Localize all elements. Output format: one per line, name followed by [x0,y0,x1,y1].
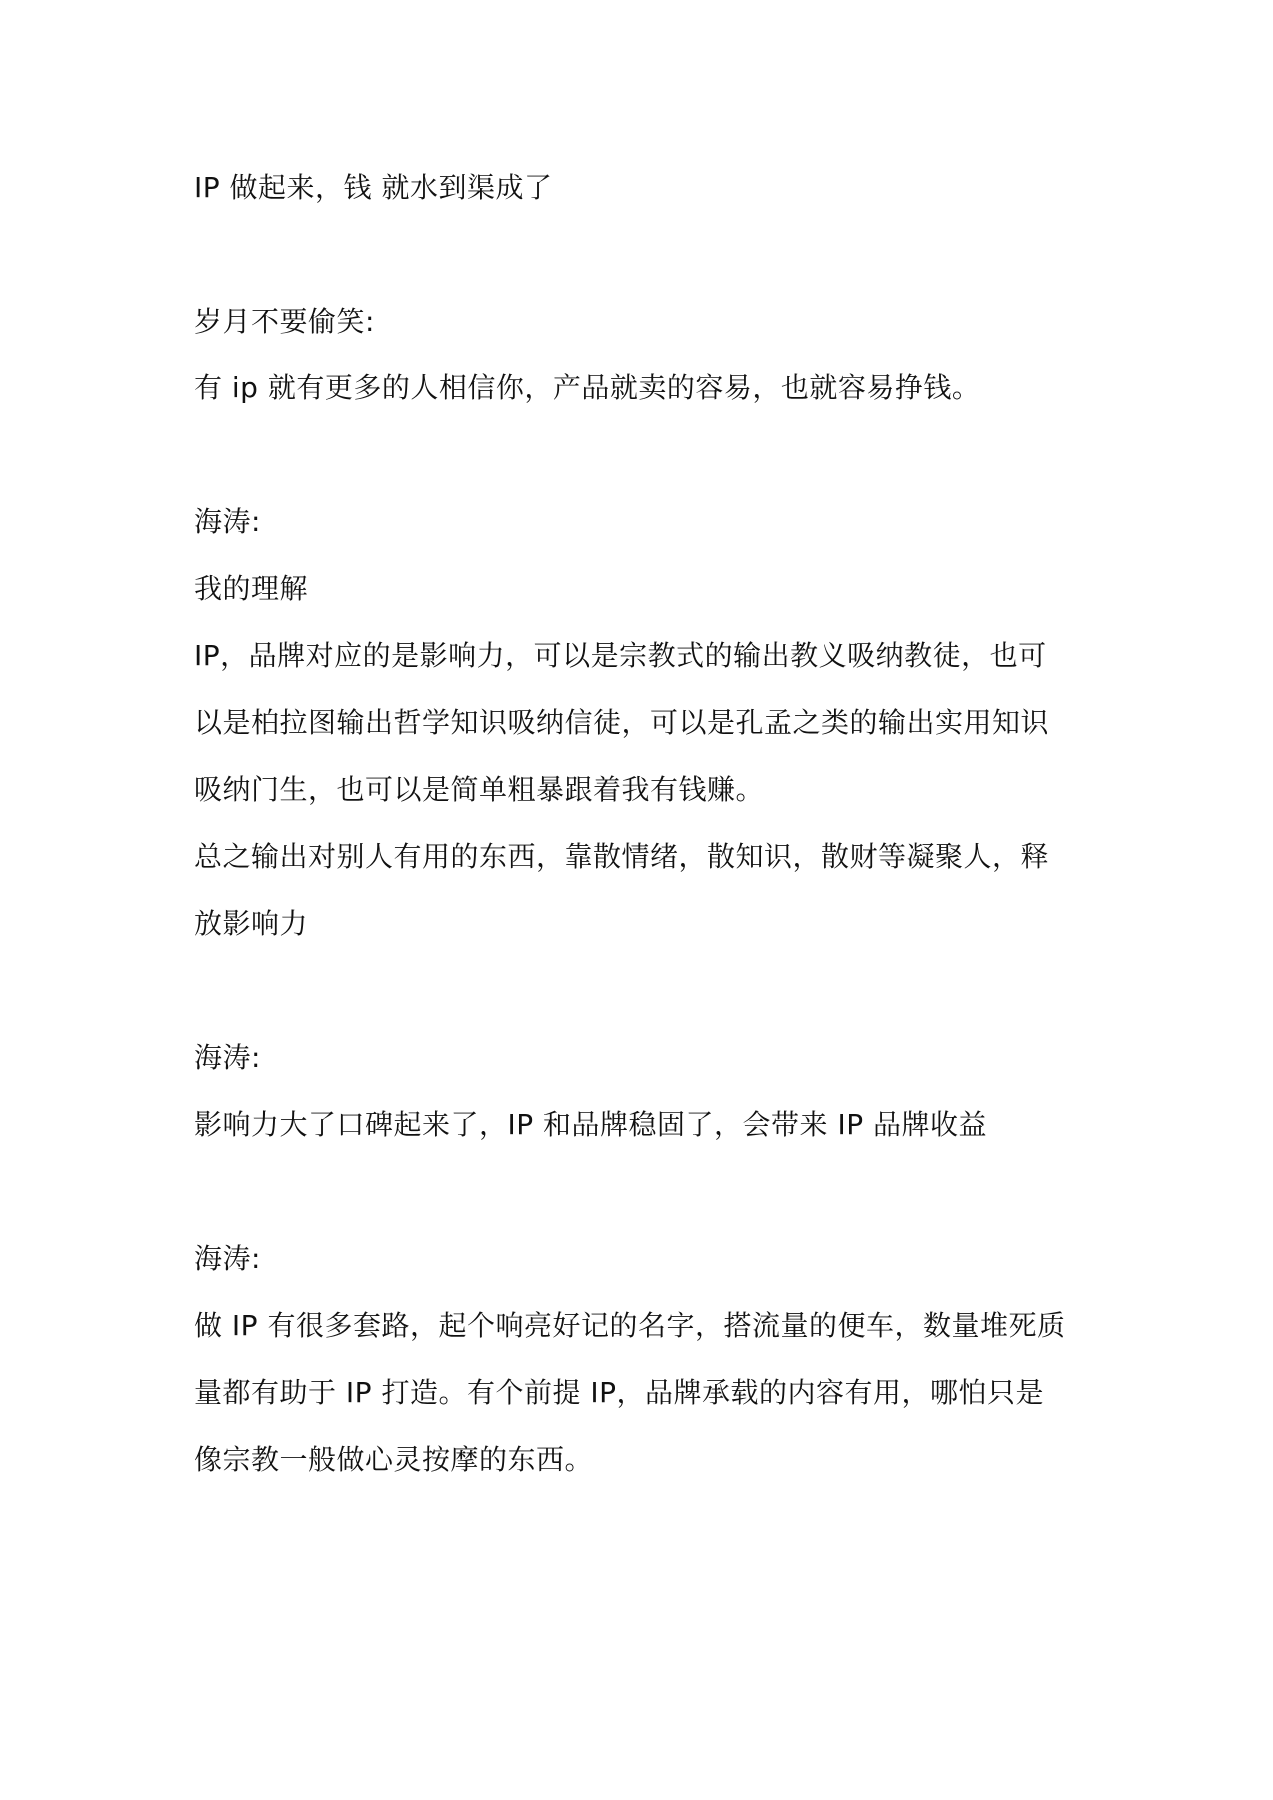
text-line: 量都有助于 IP 打造。有个前提 IP，品牌承载的内容有用，哪怕只是 [194,1376,1044,1409]
text-line: 像宗教一般做心灵按摩的东西。 [194,1443,594,1476]
text-line: IP，品牌对应的是影响力，可以是宗教式的输出教义吸纳教徒，也可 [194,639,1047,672]
text-line: 影响力大了口碑起来了，IP 和品牌稳固了，会带来 IP 品牌收益 [194,1108,987,1141]
speaker-label: 海涛: [194,505,261,538]
text-line: 放影响力 [194,907,309,940]
text-line: 我的理解 [194,572,309,605]
speaker-label: 海涛: [194,1041,261,1074]
speaker-label: 海涛: [194,1242,261,1275]
text-line: 有 ip 就有更多的人相信你，产品就卖的容易，也就容易挣钱。 [194,371,981,404]
speaker-label: 岁月不要偷笑: [194,305,375,338]
text-line: 做 IP 有很多套路，起个响亮好记的名字，搭流量的便车，数量堆死质 [194,1309,1066,1342]
text-line: 以是柏拉图输出哲学知识吸纳信徒，可以是孔孟之类的输出实用知识 [194,706,1050,739]
text-line: 吸纳门生，也可以是简单粗暴跟着我有钱赚。 [194,773,765,806]
text-line: 总之输出对别人有用的东西，靠散情绪，散知识，散财等凝聚人，释 [194,840,1050,873]
text-line: IP 做起来，钱 就水到渠成了 [194,171,553,204]
